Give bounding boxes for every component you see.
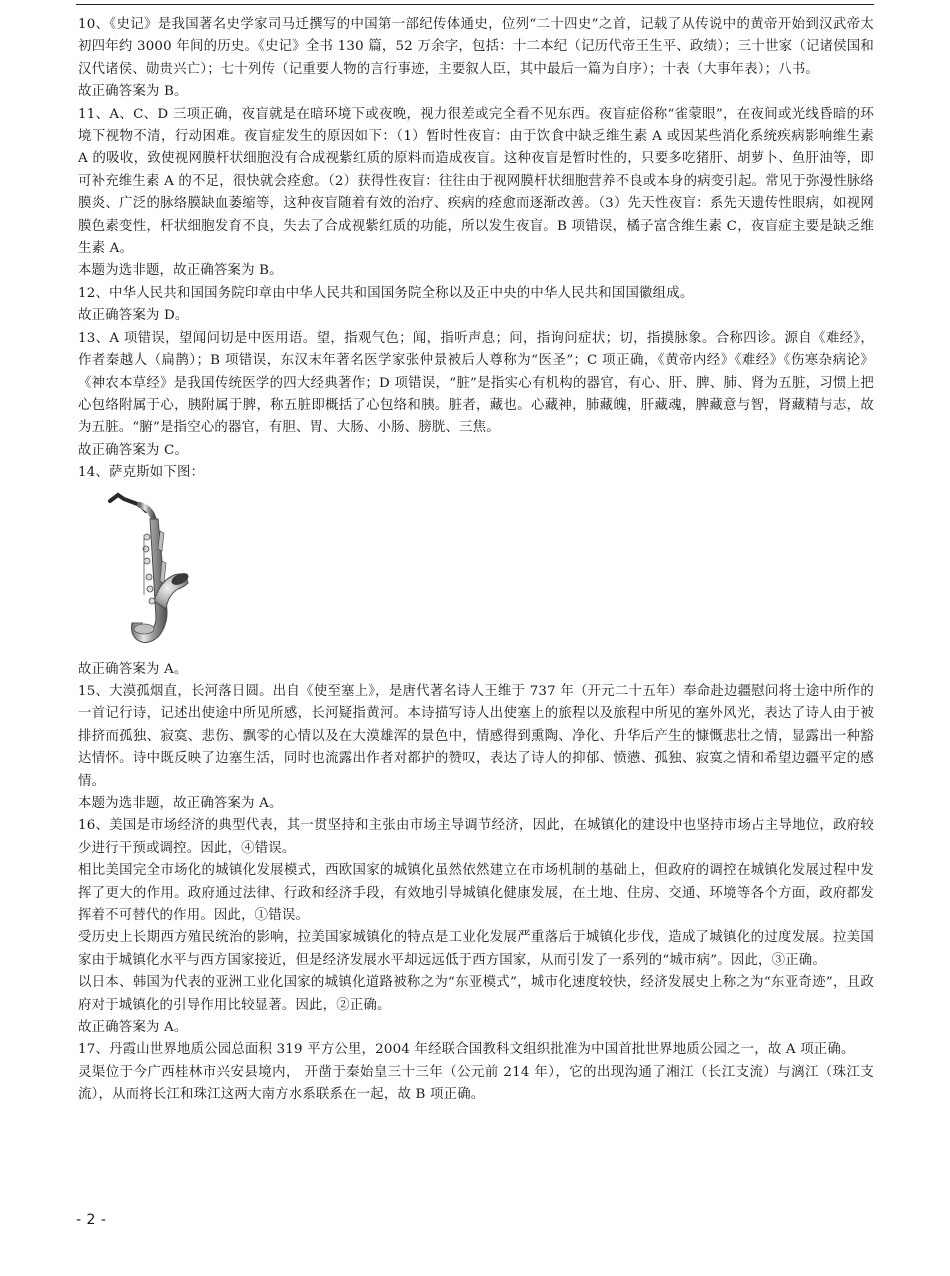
page-number: - 2 - <box>76 1212 107 1228</box>
explanation-q14: 14、萨克斯如下图： <box>78 465 205 481</box>
answer-q15: 本题为选非题，故正确答案为 A。 <box>78 795 283 811</box>
explanation-q17-danxia: 17、丹霞山世界地质公园总面积 319 平方公里，2004 年经联合国教科文组织批准为中国首批世界地质公园之一，故 A 项正确。 <box>78 1042 855 1058</box>
answer-q10: 故正确答案为 B。 <box>78 84 188 100</box>
answer-q13: 故正确答案为 C。 <box>78 442 189 458</box>
explanation-q13: 13、A 项错误，望闻问切是中医用语。望，指观气色；闻，指听声息；问，指询问症状；切，指摸脉象。合称四诊。源自《难经》，作者秦越人（扁鹊）；B 项错误，东汉末年著名医学家张仲景被后人尊称为“医圣”；C 项正确，《黄帝内经》《难经》《伤寒杂病论》《神农本草经》是我国传统医学的四大经典著作；D 项错误，“脏”是指实心有机构的器官，有心、肝、脾、肺、肾为五脏，习惯上把心包络附属于心，胰附属于脾，称五脏即概括了心包络和胰。脏者，藏也。心藏神，肺藏魄，肝藏魂，脾藏意与智，肾藏精与志，故为五脏。“腑”是指空心的器官，有胆、胃、大肠、小肠、膀胱、三焦。 <box>78 330 874 436</box>
explanation-q16-east-asia: 以日本、韩国为代表的亚洲工业化国家的城镇化道路被称之为“东亚模式”，城市化速度较快，经济发展史上称之为“东亚奇迹”，且政府对于城镇化的引导作用比较显著。因此，②正确。 <box>78 975 874 1013</box>
explanation-q10: 10、《史记》是我国著名史学家司马迁撰写的中国第一部纪传体通史，位列“二十四史”之首，记载了从传说中的黄帝开始到汉武帝太初四年约 3000 年间的历史。《史记》全书 130 篇，52 万余字，包括：十二本纪（记历代帝王生平、政绩）；三十世家（记诸侯国和汉代诸侯、勋贵兴亡）；七十列传（记重要人物的言行事迹，主要叙人臣，其中最后一篇为自序）；十表（大事年表）；八书。 <box>78 17 874 77</box>
explanation-q15: 15、大漠孤烟直，长河落日圆。出自《使至塞上》，是唐代著名诗人王维于 737 年（开元二十五年）奉命赴边疆慰问将士途中所作的一首记行诗，记述出使途中所见所感，长河疑指黄河。本诗描写诗人出使塞上的旅程以及旅程中所见的塞外风光，表达了诗人由于被排挤而孤独、寂寞、悲伤、飘零的心情以及在大漠雄浑的景色中，情感得到熏陶、净化、升华后产生的慷慨悲壮之情，显露出一种豁达情怀。诗中既反映了边塞生活，同时也流露出作者对都护的赞叹，表达了诗人的抑郁、愤懑、孤独、寂寞之情和希望边疆平定的感情。 <box>78 683 874 789</box>
saxophone-icon <box>100 491 210 651</box>
explanation-q16-europe: 相比美国完全市场化的城镇化发展模式，西欧国家的城镇化虽然依然建立在市场机制的基础上，但政府的调控在城镇化发展过程中发挥了更大的作用。政府通过法律、行政和经济手段，有效地引导城镇化健康发展，在土地、住房、交通、环境等各个方面，政府都发挥着不可替代的作用。因此，①错误。 <box>78 863 874 923</box>
answer-q11: 本题为选非题，故正确答案为 B。 <box>78 263 283 279</box>
saxophone-figure <box>100 491 874 651</box>
answer-q14: 故正确答案为 A。 <box>78 661 188 677</box>
answer-q12: 故正确答案为 D。 <box>78 308 189 324</box>
explanation-q16-latin-america: 受历史上长期西方殖民统治的影响，拉美国家城镇化的特点是工业化发展严重落后于城镇化步伐，造成了城镇化的过度发展。拉美国家由于城镇化水平与西方国家接近，但是经济发展水平却远远低于西方国家，从而引发了一系列的“城市病”。因此，③正确。 <box>78 930 874 968</box>
answer-explanations <box>78 14 874 1107</box>
explanation-q11: 11、A、C、D 三项正确，夜盲就是在暗环境下或夜晚，视力很差或完全看不见东西。夜盲症俗称“雀蒙眼”，在夜间或光线昏暗的环境下视物不清，行动困难。夜盲症发生的原因如下：（1）暂时性夜盲：由于饮食中缺乏维生素 A 或因某些消化系统疾病影响维生素 A 的吸收，致使视网膜杆状细胞没有合成视紫红质的原料而造成夜盲。这种夜盲是暂时性的，只要多吃猪肝、胡萝卜、鱼肝油等，即可补充维生素 A 的不足，很快就会痊愈。（2）获得性夜盲：往往由于视网膜杆状细胞营养不良或本身的病变引起。常见于弥漫性脉络膜炎、广泛的脉络膜缺血萎缩等，这种夜盲随着有效的治疗、疾病的痊愈而逐渐改善。（3）先天性夜盲：系先天遗传性眼病，如视网膜色素变性，杆状细胞发育不良，失去了合成视紫红质的功能，所以发生夜盲。B 项错误，橘子富含维生素 C，夜盲症主要是缺乏维生素 A。 <box>78 106 874 257</box>
answer-q16: 故正确答案为 A。 <box>78 1020 188 1036</box>
header-rule <box>76 4 874 5</box>
explanation-q16-usa: 16、美国是市场经济的典型代表，其一贯坚持和主张由市场主导调节经济，因此，在城镇化的建设中也坚持市场占主导地位，政府较少进行干预或调控。因此，④错误。 <box>78 818 874 856</box>
explanation-q17-lingqu: 灵渠位于今广西桂林市兴安县境内， 开凿于秦始皇三十三年（公元前 214 年），它的出现沟通了湘江（长江支流）与漓江（珠江支流），从而将长江和珠江这两大南方水系联系在一起，故 B 项正确。 <box>78 1064 874 1103</box>
explanation-q12: 12、中华人民共和国国务院印章由中华人民共和国国务院全称以及正中央的中华人民共和国国徽组成。 <box>78 285 694 301</box>
